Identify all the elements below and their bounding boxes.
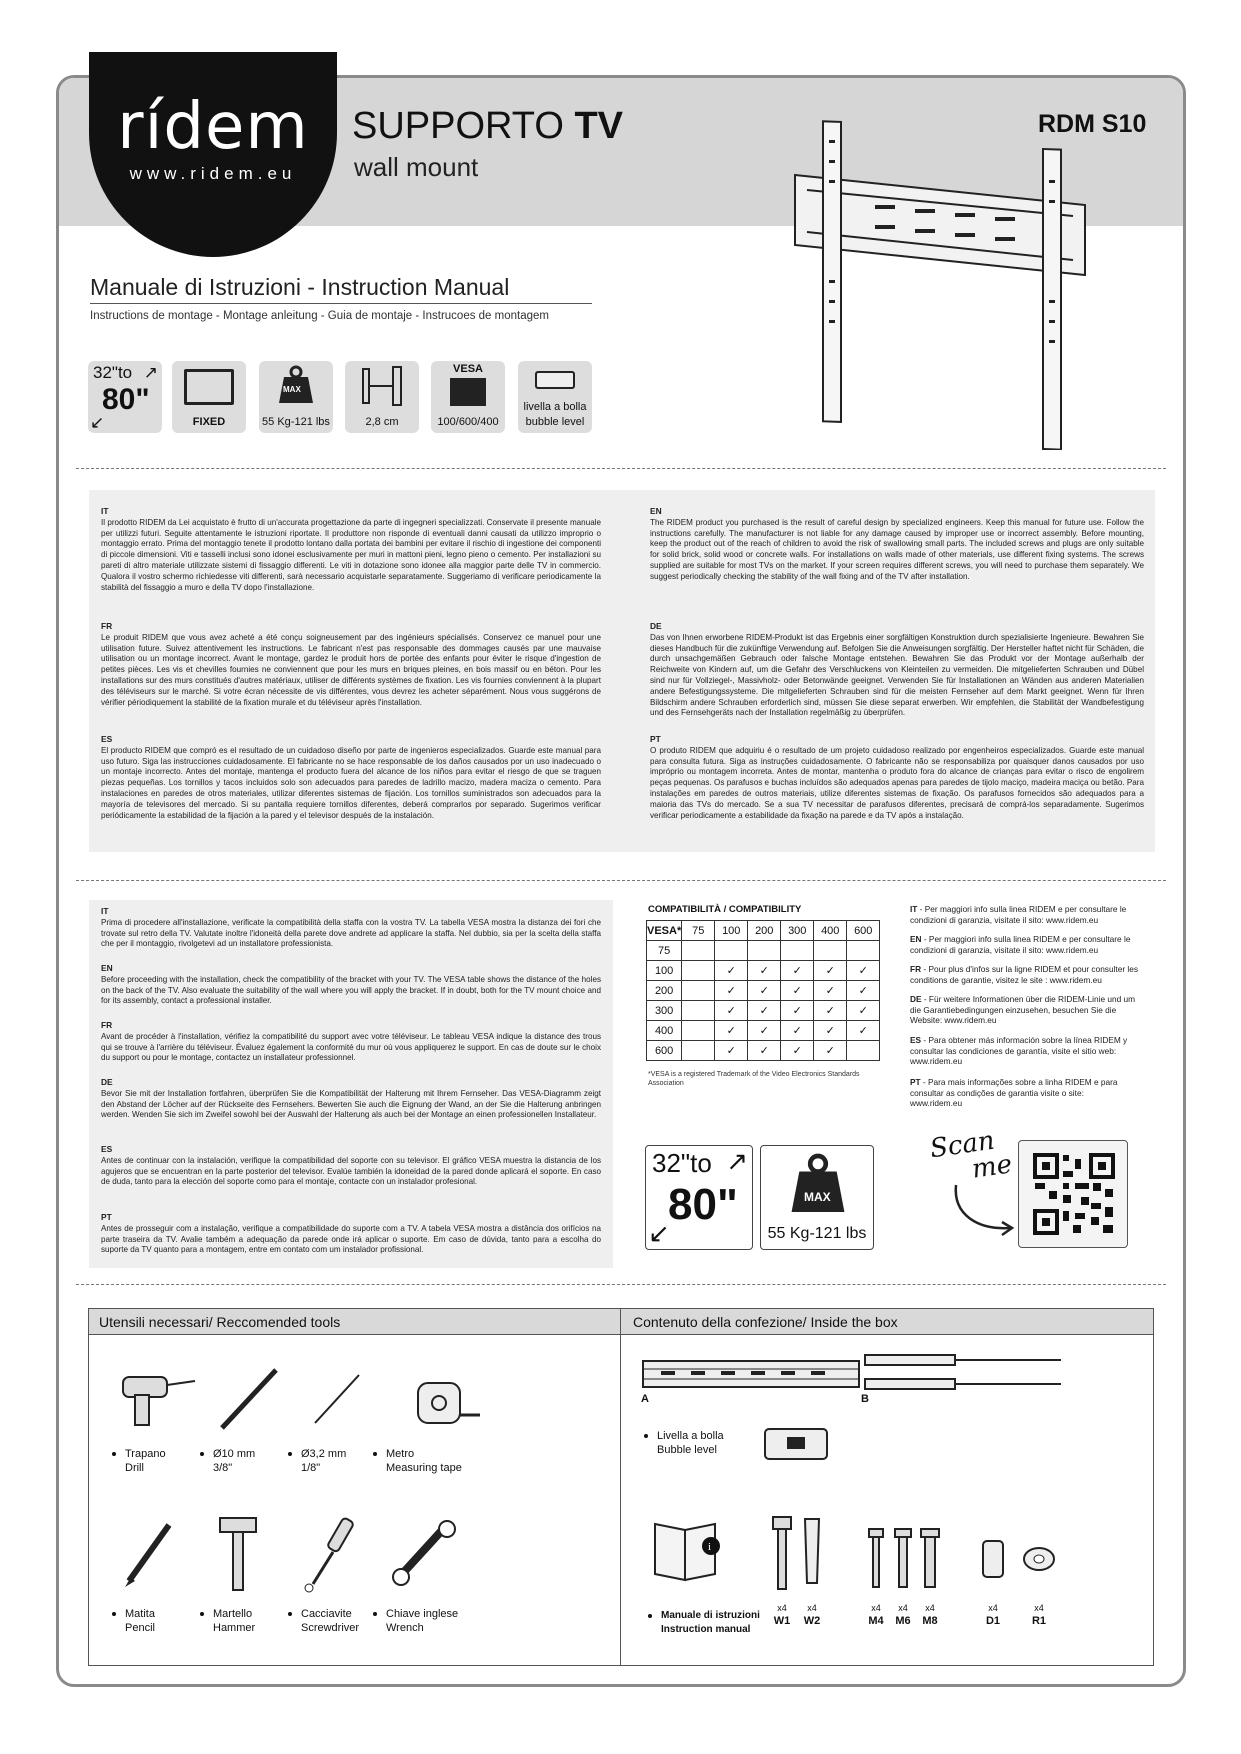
spec-depth-label: 2,8 cm xyxy=(365,416,399,428)
table-cell: ✓ xyxy=(814,961,847,981)
big-weight-max: MAX xyxy=(804,1190,831,1204)
scan-label: Scan xyxy=(928,1125,997,1165)
table-cell xyxy=(682,941,715,961)
lang-code: IT xyxy=(101,906,109,916)
tool-label-en: 3/8" xyxy=(213,1462,233,1474)
bolt-m8-icon xyxy=(919,1527,941,1589)
table-cell: ✓ xyxy=(715,1041,748,1061)
lang-code: PT xyxy=(650,734,661,744)
intro-de xyxy=(650,621,1144,719)
table-cell: ✓ xyxy=(715,1001,748,1021)
tool-label-it: Metro xyxy=(386,1448,415,1460)
big-weight-label: 55 Kg-121 lbs xyxy=(767,1225,867,1242)
qr-code-icon xyxy=(1033,1153,1115,1235)
table-cell: ✓ xyxy=(814,1021,847,1041)
manual-book-icon xyxy=(651,1514,721,1584)
compat-text: Before proceeding with the installation, check the compatibility of the bracket with your TV. The VESA table shows the distance of the holes on the back of the TV. Also evaluate the suitability of the wall where you will apply the bracket. If in doubt, both for the TV mount choice and for its assembly, contact a professional installer. xyxy=(101,974,601,1006)
level-label-en: bubble level xyxy=(525,416,585,428)
tool-pencil xyxy=(125,1607,155,1635)
tool-drill-bit-10 xyxy=(213,1447,255,1475)
table-header-row xyxy=(647,921,880,941)
spec-fixed xyxy=(172,361,246,433)
lang-code: ES xyxy=(101,734,113,744)
table-cell: ✓ xyxy=(781,1001,814,1021)
table-cell: ✓ xyxy=(748,981,781,1001)
table-cell: ✓ xyxy=(781,1041,814,1061)
section-divider xyxy=(76,1284,1166,1285)
washer-icon xyxy=(1021,1545,1057,1573)
table-cell: ✓ xyxy=(715,981,748,1001)
warranty-text: Per maggiori info sulla linea RIDEM e per consultare le condizioni di garanzia, visitate il sito: www.ridem.eu xyxy=(910,904,1127,925)
part-r1: R1 xyxy=(1031,1615,1047,1627)
tool-label-it: Matita xyxy=(125,1608,155,1620)
tools-heading: Utensili necessari/ Reccomended tools xyxy=(99,1314,341,1330)
compat-text: Prima di procedere all'installazione, verificate la compatibilità della staffa con la vostra TV. La tabella VESA mostra la distanza dei fori che trovate sul retro della TV. Valutate inoltre l'idoneità della parete dove andrete ad applicare la staffa. Nel dubbio, sia per la scelta della staffa che per il montaggio, rivolgetevi ad un installatore professionista. xyxy=(101,917,601,949)
row-header: 400 xyxy=(647,1021,682,1041)
tv-arm-b-icon xyxy=(861,1353,1071,1393)
table-cell: ✓ xyxy=(847,961,880,981)
table-cell: ✓ xyxy=(814,1001,847,1021)
compat-pt xyxy=(101,1212,601,1256)
col-header: 200 xyxy=(748,921,781,941)
part-w1: W1 xyxy=(773,1615,791,1627)
tool-label-en: Screwdriver xyxy=(301,1622,360,1634)
lang-code: DE xyxy=(650,621,662,631)
qty-d1: x4 xyxy=(988,1603,998,1613)
bubble-level-icon xyxy=(761,1425,831,1465)
table-cell xyxy=(682,1001,715,1021)
table-cell: ✓ xyxy=(748,961,781,981)
compat-text: Antes de continuar con la instalación, verifique la compatibilidad del soporte con su televisor. El gráfico VESA muestra la distancia de los agujeros que se encuentran en la parte posterior del televisor. Evalúe también la idoneidad de la pared donde aplicará el soporte. En caso de duda, tanto para la elección del soporte como para el montaje, contacte con un instalador profesional. xyxy=(101,1155,601,1187)
drill-bit-10-icon xyxy=(214,1364,284,1434)
tool-label-en: Wrench xyxy=(386,1622,424,1634)
table-row xyxy=(647,961,880,981)
product-title xyxy=(352,105,623,148)
compat-fr xyxy=(101,1020,601,1064)
title-word-2: TV xyxy=(574,105,624,147)
brand-name: rídem xyxy=(117,90,309,164)
tools-panel-header xyxy=(89,1309,1153,1335)
spec-level xyxy=(518,361,592,433)
row-header: 100 xyxy=(647,961,682,981)
tool-label-en: Drill xyxy=(125,1462,144,1474)
intro-text: O produto RIDEM que adquiriu é o resultado de um projeto cuidadoso realizado por engenheiros especializados. Guarde este manual para consulta futura. Siga as instruções cuidadosamente. O fabricante não se responsabiliza por quaisquer danos causados por uso impróprio ou montagem incorreta. Antes de montar, mantenha o produto fora do alcance de crianças para evitar o risco de engolirem peças pequenas. Os parafusos e buchas incluídos são adequados apenas para paredes de tijolo maciço, madeira maciça ou betão. Para instalações em paredes de outros materiais, utilize diferentes sistemas de fixação. Os parafusos fornecidos são adequados para a maioria das TVs do mercado. Se a sua TV necessitar de parafusos diferentes, precisará de comprá-los separadamente. Sugerimos verificar periodicamente a estabilidade da fixação na parede e da TV após a instalação. xyxy=(650,745,1144,820)
table-cell: ✓ xyxy=(715,961,748,981)
bolt-m4-icon xyxy=(867,1527,885,1589)
manual-subtitle: Instructions de montage - Montage anleitung - Guia de montaje - Instrucoes de montagem xyxy=(90,310,549,322)
big-size-from: 32"to xyxy=(652,1148,712,1178)
intro-text: Das von Ihnen erworbene RIDEM-Produkt ist das Ergebnis einer sorgfältigen Konstruktion durch spezialisierte Ingenieure. Bewahren Sie dieses Handbuch für die zukünftige Verwendung auf. Befolgen Sie die Anweisungen sorgfältig. Der Hersteller haftet nicht für Schäden, die durch unsachgemäßen Gebrauch oder falsche Montage entstehen. Bewahren Sie das Produkt vor der Montage außerhalb der Reichweite von Kindern auf, um die Gefahr des Verschluckens von Kleinteilen zu vermeiden. Die mitgelieferten Schrauben und Dübel sind nur für Vollziegel-, Massivholz- oder Betonwände geeignet. Verwenden Sie für Installationen an Wänden aus anderen Materialien andere Befestigungssysteme. Die mitgelieferten Schrauben sind für die meisten Fernseher auf dem Markt geeignet. Wenn für Ihren Bildschirm andere Schrauben erforderlich sind, müssen Sie diese separat erwerben. Wir empfehlen, die Stabilität der Wandbefestigung und des Fernsehgeräts nach der Installation regelmäßig zu überprüfen. xyxy=(650,632,1144,718)
warranty-text: Para mais informações sobre a linha RIDEM e para consultar as condições de garantia visite o site: www.ridem.eu xyxy=(910,1077,1118,1108)
lang-code: ES xyxy=(101,1144,113,1154)
lang-code: EN xyxy=(910,934,922,944)
intro-en xyxy=(650,506,1144,583)
arrow-diagonal-icon: ↗ xyxy=(726,1146,748,1176)
lang-code: EN xyxy=(101,963,113,973)
table-cell: ✓ xyxy=(847,1001,880,1021)
spec-size-from: 32"to xyxy=(93,363,133,382)
spec-size-to: 80" xyxy=(102,383,150,416)
table-cell xyxy=(814,941,847,961)
warranty-text: Per maggiori info sulla linea RIDEM e per consultare le condizioni di garanzia, visitate il sito: www.ridem.eu xyxy=(910,934,1131,955)
measuring-tape-icon xyxy=(414,1379,484,1429)
lang-code: IT xyxy=(101,506,109,516)
warranty-text: Para obtener más información sobre la línea RIDEM y consultar las condiciones de garantía, visite el sitio web: www.ridem.eu xyxy=(910,1035,1128,1066)
warranty-text: Pour plus d'infos sur la ligne RIDEM et pour consulter les conditions de garantie, visitez le site : www.ridem.eu xyxy=(910,964,1139,985)
spec-weight xyxy=(259,361,333,433)
tool-label-en: Measuring tape xyxy=(386,1462,462,1474)
table-row xyxy=(647,981,880,1001)
spec-vesa-label: 100/600/400 xyxy=(437,416,499,428)
part-w2: W2 xyxy=(803,1615,821,1627)
row-header: 200 xyxy=(647,981,682,1001)
bubble-level-icon xyxy=(535,371,575,389)
compat-de xyxy=(101,1077,601,1121)
drill-icon xyxy=(117,1369,197,1429)
hammer-icon xyxy=(214,1514,264,1594)
qty-m4: x4 xyxy=(871,1603,881,1613)
warranty-es: ES - Para obtener más información sobre la línea RIDEM y consultar las condiciones de garantía, visite el sitio web: www.ridem.eu xyxy=(910,1035,1128,1066)
warranty-pt: PT - Para mais informações sobre a linha RIDEM e para consultar as condições de garantia visite o site: www.ridem.eu xyxy=(910,1077,1118,1108)
box-manual xyxy=(661,1609,760,1637)
spec-fixed-label: FIXED xyxy=(192,416,226,428)
col-header: 100 xyxy=(715,921,748,941)
tool-wrench xyxy=(386,1607,458,1635)
vesa-label: VESA xyxy=(453,363,483,375)
table-cell xyxy=(847,941,880,961)
spec-size xyxy=(88,361,162,433)
table-cell: ✓ xyxy=(814,1041,847,1061)
big-size-box xyxy=(645,1145,753,1250)
table-row xyxy=(647,1021,880,1041)
compat-title: COMPATIBILITÀ / COMPATIBILITY xyxy=(648,904,802,915)
tool-hammer xyxy=(213,1607,255,1635)
manual-label-en: Instruction manual xyxy=(661,1624,751,1635)
lang-code: DE xyxy=(910,994,922,1004)
level-label-en: Bubble level xyxy=(657,1444,717,1456)
intro-text: The RIDEM product you purchased is the result of careful design by specialized engineers. Keep this manual for future use. Follow the instructions carefully. The manufacturer is not liable for any damage caused by improper use or incorrect assembly. Before mounting, keep the product out of the reach of children to avoid the risk of swallowing small parts. The included screws and plugs are only suitable for solid brick, solid wood or concrete walls. For installations on walls made of other materials, use different fixing systems. The screws supplied are suitable for most TVs on the market. If your screen requires different screws, you will need to purchase them separately. We suggest periodically checking the stability of the wall fixing and of the TV after installation. xyxy=(650,517,1144,581)
weight-max: MAX xyxy=(283,385,301,394)
warranty-de: DE - Für weitere Informationen über die RIDEM-Linie und um die Garantiebedingungen einzusehen, besuchen Sie die Website: www.ridem.eu xyxy=(910,994,1136,1025)
product-subtitle: wall mount xyxy=(354,152,479,182)
tool-label-en: 1/8" xyxy=(301,1462,321,1474)
compat-text: Bevor Sie mit der Installation fortfahren, überprüfen Sie die Kompatibilität der Halterung mit Ihrem Fernseher. Das VESA-Diagramm zeigt den Abstand der Löcher auf der Rückseite des Fernsehers. Bewerten Sie auch die Eignung der Wand, an der Sie die Halterung anbringen werden. Wenden Sie sich im Zweifel sowohl bei der Auswahl der Halterung als auch bei der Montage an einen professionellen Installateur. xyxy=(101,1088,601,1120)
part-a-label: A xyxy=(641,1393,649,1405)
col-header: 300 xyxy=(781,921,814,941)
table-cell: ✓ xyxy=(781,961,814,981)
weight-icon xyxy=(790,1152,846,1216)
table-corner: VESA* xyxy=(647,921,682,941)
spec-weight-label: 55 Kg-121 lbs xyxy=(262,416,330,428)
col-header: 600 xyxy=(847,921,880,941)
table-cell xyxy=(781,941,814,961)
tool-label-en: Hammer xyxy=(213,1622,256,1634)
manual-title-underline xyxy=(90,303,592,304)
bracket-illustration xyxy=(785,120,1105,450)
table-row xyxy=(647,1041,880,1061)
qr-code-box[interactable] xyxy=(1018,1140,1128,1248)
warranty-it: IT - Per maggiori info sulla linea RIDEM e per consultare le condizioni di garanzia, visitate il sito: www.ridem.eu xyxy=(910,904,1127,925)
table-cell xyxy=(682,981,715,1001)
tool-label-it: Cacciavite xyxy=(301,1608,352,1620)
vesa-icon xyxy=(450,378,486,406)
table-cell: ✓ xyxy=(748,1001,781,1021)
table-cell: ✓ xyxy=(847,1021,880,1041)
row-header: 600 xyxy=(647,1041,682,1061)
row-header: 300 xyxy=(647,1001,682,1021)
wrench-icon xyxy=(389,1519,459,1589)
manual-label-it: Manuale di istruzioni xyxy=(661,1610,760,1621)
table-cell: ✓ xyxy=(715,1021,748,1041)
table-cell xyxy=(847,1041,880,1061)
table-cell: ✓ xyxy=(781,1021,814,1041)
intro-text: Il prodotto RIDEM da Lei acquistato è frutto di un'accurata progettazione da parte di ingegneri specializzati. Conservate il presente manuale per utilizzi futuri. Seguite attentamente le istruzioni riportate. Il produttore non risponde di eventuali danni causati da utilizzo improprio o montaggio errato. Prima del montaggio tenete il prodotto lontano dalla portata dei bambini per evitare il rischio di ingestione dei componenti di piccole dimensioni. Viti e tasselli inclusi sono idonei esclusivamente per muri in mattoni pieni, legno pieno o cemento. Per installazioni su pareti di altro materiale utilizzate sistemi di fissaggio differenti. Le viti in dotazione sono idonee alla maggior parte delle TV in commercio. Qualora il vostro schermo richiedesse viti differenti, sarà necessario acquistarle separatamente. Suggeriamo di verificare periodicamente la stabilità del fissaggio a muro e della TV dopo l'installazione. xyxy=(101,517,601,592)
tools-and-box-panel xyxy=(88,1308,1154,1666)
qty-m6: x4 xyxy=(898,1603,908,1613)
tool-label-it: Ø10 mm xyxy=(213,1448,256,1460)
section-divider xyxy=(76,468,1166,469)
scan-label-2: me xyxy=(970,1149,1014,1185)
tool-screwdriver xyxy=(301,1607,359,1635)
pencil-icon xyxy=(119,1519,179,1589)
intro-text: Le produit RIDEM que vous avez acheté a été conçu soigneusement par des ingénieurs spécialisés. Conservez ce manuel pour une utilisation future. Suivez attentivement les instructions. Le fabricant n'est pas responsable des dommages causés par une mauvaise utilisation ou un montage incorrect. Avant le montage, gardez le produit hors de portée des enfants pour éviter le risque d'ingestion de petites pièces. Les vis et chevilles fournies ne conviennent que pour les murs en briques pleines, en bois massif ou en béton. Pour les installations sur des murs constitués d'autres matériaux, utiliser de différents systèmes de fixation. Les vis fournies conviennent à la plupart des téléviseurs sur le marché. Si votre écran nécessite de vis différentes, vous devrez les acheter séparément. Nous vous suggérons de vérifier périodiquement la stabilité de la fixation murale et du téléviseur après l'installation. xyxy=(101,632,601,707)
compat-en xyxy=(101,963,601,1007)
svg-text:i: i xyxy=(708,1541,712,1553)
intro-text: El producto RIDEM que compró es el resultado de un cuidadoso diseño por parte de ingenieros especializados. Guarde este manual para uso futuro. Siga las instrucciones cuidadosamente. El fabricante no se hace responsable de los daños causados por un uso inadecuado o un montaje incorrecto. Antes del montaje, mantenga el producto fuera del alcance de los niños para evitar el riesgo de que se traguen piezas pequeñas. Los tornillos y tacos incluidos solo son adecuados para paredes de ladrillo macizo, madera maciza o cemento. Para instalaciones en paredes de otros materiales, utilizar diferentes sistemas de fijación. Los tornillos suministrados son adecuados para la mayoría de televisores del mercado. Si su pantalla requiere tornillos diferentes, deberá comprarlos por separado. Sugerimos verificar periódicamente la estabilidad de la fijación a la pared y el televisor después de la instalación. xyxy=(101,745,601,820)
part-m6: M6 xyxy=(895,1615,911,1627)
tool-label-it: Chiave inglese xyxy=(386,1608,459,1620)
spec-depth xyxy=(345,361,419,433)
screwdriver-icon xyxy=(299,1514,359,1594)
tool-drill xyxy=(125,1447,166,1475)
intro-it xyxy=(101,506,601,593)
lang-code: IT xyxy=(910,904,918,914)
lang-code: FR xyxy=(101,1020,113,1030)
part-m4: M4 xyxy=(868,1615,884,1627)
panel-divider xyxy=(620,1309,621,1665)
level-label-it: livella a bolla xyxy=(523,401,587,413)
wall-anchor-icon xyxy=(801,1517,823,1587)
box-bubble-level xyxy=(657,1429,724,1457)
lang-code: PT xyxy=(910,1077,921,1087)
lang-code: FR xyxy=(101,621,113,631)
qty-w1: x4 xyxy=(777,1603,787,1613)
tool-label-it: Martello xyxy=(213,1608,253,1620)
table-cell xyxy=(715,941,748,961)
tool-tape xyxy=(386,1447,462,1475)
intro-fr xyxy=(101,621,601,708)
table-cell: ✓ xyxy=(847,981,880,1001)
model-number: RDM S10 xyxy=(1038,110,1147,138)
table-cell: ✓ xyxy=(748,1041,781,1061)
arrow-diagonal-icon: ↙ xyxy=(648,1218,670,1248)
col-header: 400 xyxy=(814,921,847,941)
lang-code: ES xyxy=(910,1035,922,1045)
compat-text: Avant de procéder à l'installation, vérifiez la compatibilité du support avec votre téléviseur. Le tableau VESA indique la distance des trous qui se trouve à l'arrière du téléviseur. Évaluez également la conformité du mur où vous appliquerez le support. En cas de doute sur le choix du support ou pour le montage, contactez un installateur professionnel. xyxy=(101,1031,601,1063)
part-m8: M8 xyxy=(922,1615,938,1627)
warranty-en: EN - Per maggiori info sulla linea RIDEM e per consultare le condizioni di garanzia, visitate il sito: www.ridem.eu xyxy=(910,934,1131,955)
col-header: 75 xyxy=(682,921,715,941)
level-label-it: Livella a bolla xyxy=(657,1430,724,1442)
curved-arrow-icon xyxy=(948,1180,1018,1240)
lang-code: FR xyxy=(910,964,922,974)
brand-url: www.ridem.eu xyxy=(129,164,297,183)
box-heading: Contenuto della confezione/ Inside the box xyxy=(633,1314,898,1330)
table-cell: ✓ xyxy=(814,981,847,1001)
table-row xyxy=(647,1001,880,1021)
table-row xyxy=(647,941,880,961)
spacer-icon xyxy=(981,1539,1005,1579)
arrow-diagonal-icon: ↗ xyxy=(143,363,158,382)
lag-bolt-icon xyxy=(769,1515,795,1595)
tool-drill-bit-3 xyxy=(301,1447,346,1475)
big-size-to: 80" xyxy=(668,1180,738,1229)
qty-m8: x4 xyxy=(925,1603,935,1613)
table-cell: ✓ xyxy=(748,1021,781,1041)
part-d1: D1 xyxy=(985,1615,1001,1627)
wall-plate-a-icon xyxy=(641,1357,861,1391)
section-divider xyxy=(76,880,1166,881)
tool-label-it: Ø3,2 mm xyxy=(301,1448,347,1460)
big-weight-box xyxy=(760,1145,874,1250)
qty-w2: x4 xyxy=(807,1603,817,1613)
vesa-trademark-note: *VESA is a registered Trademark of the Video Electronics Standards Association xyxy=(648,1071,860,1087)
table-cell xyxy=(682,1041,715,1061)
vesa-table xyxy=(646,920,880,1061)
lang-code: PT xyxy=(101,1212,112,1222)
part-b-label: B xyxy=(861,1393,869,1405)
intro-pt xyxy=(650,734,1144,821)
depth-icon xyxy=(359,365,405,407)
arrow-diagonal-icon: ↙ xyxy=(90,413,105,432)
compat-text: Antes de prosseguir com a instalação, verifique a compatibilidade do suporte com a TV. A tabela VESA mostra a distância dos orifícios na parte traseira da TV. Avalie também a adequação da parede onde irá aplicar o suporte. Em caso de dúvida, tanto para a escolha do suporte da TV quanto para a montagem, entre em contato com um instalador profissional. xyxy=(101,1223,601,1255)
table-cell xyxy=(682,961,715,981)
warranty-fr: FR - Pour plus d'infos sur la ligne RIDEM et pour consulter les conditions de garantie, visitez le site : www.ridem.eu xyxy=(910,964,1139,985)
manual-title: Manuale di Istruzioni - Instruction Manual xyxy=(90,274,510,300)
spec-vesa xyxy=(431,361,505,433)
qty-r1: x4 xyxy=(1034,1603,1044,1613)
compat-it xyxy=(101,906,601,950)
lang-code: EN xyxy=(650,506,662,516)
tool-label-it: Trapano xyxy=(125,1448,166,1460)
tool-label-en: Pencil xyxy=(125,1622,155,1634)
warranty-text: Für weitere Informationen über die RIDEM-Linie und um die Garantiebedingungen einzusehen, besuchen Sie die Website: www.ridem.eu xyxy=(910,994,1136,1025)
bolt-m6-icon xyxy=(893,1527,913,1589)
lang-code: DE xyxy=(101,1077,113,1087)
tv-icon xyxy=(184,369,234,405)
table-cell: ✓ xyxy=(781,981,814,1001)
intro-es xyxy=(101,734,601,821)
row-header: 75 xyxy=(647,941,682,961)
table-cell xyxy=(682,1021,715,1041)
title-word-1: SUPPORTO xyxy=(352,105,564,147)
table-cell xyxy=(748,941,781,961)
drill-bit-3-icon xyxy=(307,1369,367,1429)
compat-es xyxy=(101,1144,601,1188)
